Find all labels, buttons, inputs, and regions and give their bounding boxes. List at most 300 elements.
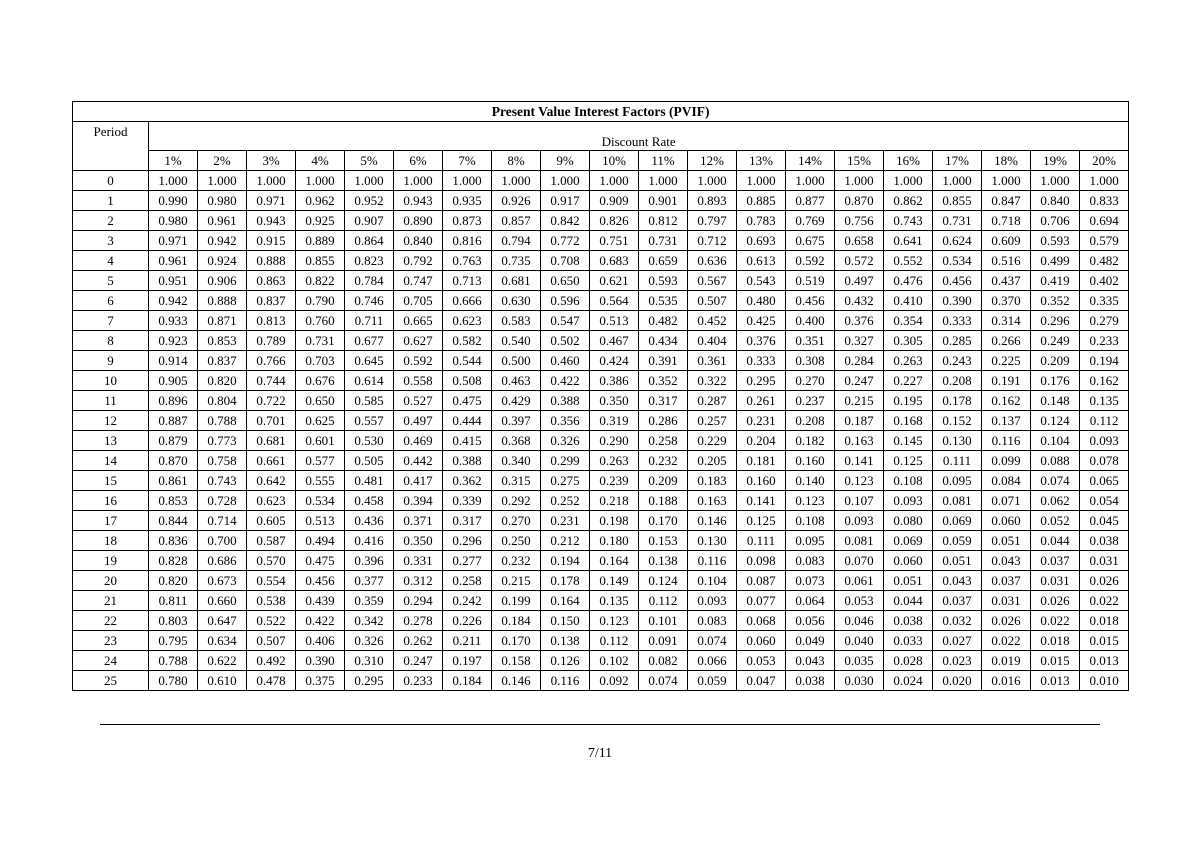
period-cell: 10 [73, 371, 149, 391]
factor-cell: 0.795 [149, 631, 198, 651]
factor-cell: 0.429 [492, 391, 541, 411]
factor-cell: 0.677 [345, 331, 394, 351]
factor-cell: 0.394 [394, 491, 443, 511]
factor-cell: 0.794 [492, 231, 541, 251]
factor-cell: 0.636 [688, 251, 737, 271]
table-row [73, 631, 1129, 651]
factor-cell: 0.410 [884, 291, 933, 311]
factor-cell: 0.862 [884, 191, 933, 211]
factor-cell: 0.820 [198, 371, 247, 391]
factor-cell: 0.961 [198, 211, 247, 231]
factor-cell: 0.789 [247, 331, 296, 351]
factor-cell: 0.570 [247, 551, 296, 571]
factor-cell: 0.362 [443, 471, 492, 491]
factor-cell: 0.031 [1080, 551, 1129, 571]
factor-cell: 1.000 [247, 171, 296, 191]
factor-cell: 0.439 [296, 591, 345, 611]
factor-cell: 0.062 [1031, 491, 1080, 511]
factor-cell: 0.170 [639, 511, 688, 531]
factor-cell: 1.000 [394, 171, 443, 191]
factor-cell: 1.000 [1080, 171, 1129, 191]
factor-cell: 0.572 [835, 251, 884, 271]
factor-cell: 0.370 [982, 291, 1031, 311]
factor-cell: 0.164 [590, 551, 639, 571]
factor-cell: 0.463 [492, 371, 541, 391]
factor-cell: 0.535 [639, 291, 688, 311]
factor-cell: 0.681 [492, 271, 541, 291]
factor-cell: 0.231 [541, 511, 590, 531]
factor-cell: 0.377 [345, 571, 394, 591]
factor-cell: 0.299 [541, 451, 590, 471]
factor-cell: 0.853 [149, 491, 198, 511]
rate-header-row [73, 151, 1129, 171]
factor-cell: 0.227 [884, 371, 933, 391]
factor-cell: 0.797 [688, 211, 737, 231]
factor-cell: 0.038 [1080, 531, 1129, 551]
factor-cell: 0.713 [443, 271, 492, 291]
factor-cell: 0.112 [590, 631, 639, 651]
factor-cell: 0.352 [1031, 291, 1080, 311]
factor-cell: 0.823 [345, 251, 394, 271]
factor-cell: 0.494 [296, 531, 345, 551]
factor-cell: 0.564 [590, 291, 639, 311]
period-cell: 23 [73, 631, 149, 651]
factor-cell: 0.645 [345, 351, 394, 371]
period-cell: 15 [73, 471, 149, 491]
factor-cell: 0.885 [737, 191, 786, 211]
factor-cell: 0.229 [688, 431, 737, 451]
factor-cell: 0.208 [933, 371, 982, 391]
factor-cell: 0.108 [884, 471, 933, 491]
factor-cell: 0.026 [1031, 591, 1080, 611]
factor-cell: 0.871 [198, 311, 247, 331]
factor-cell: 0.769 [786, 211, 835, 231]
factor-cell: 0.826 [590, 211, 639, 231]
factor-cell: 0.863 [247, 271, 296, 291]
factor-cell: 0.416 [345, 531, 394, 551]
factor-cell: 0.312 [394, 571, 443, 591]
factor-cell: 0.091 [639, 631, 688, 651]
factor-cell: 0.460 [541, 351, 590, 371]
factor-cell: 0.146 [688, 511, 737, 531]
factor-cell: 0.317 [639, 391, 688, 411]
rate-header: 7% [443, 151, 492, 171]
factor-cell: 0.516 [982, 251, 1031, 271]
factor-cell: 1.000 [541, 171, 590, 191]
factor-cell: 0.287 [688, 391, 737, 411]
table-row [73, 251, 1129, 271]
factor-cell: 0.943 [247, 211, 296, 231]
period-cell: 8 [73, 331, 149, 351]
factor-cell: 0.700 [198, 531, 247, 551]
factor-cell: 0.422 [541, 371, 590, 391]
period-cell: 18 [73, 531, 149, 551]
factor-cell: 0.933 [149, 311, 198, 331]
period-cell: 3 [73, 231, 149, 251]
rate-header: 1% [149, 151, 198, 171]
factor-cell: 0.335 [1080, 291, 1129, 311]
factor-cell: 0.513 [590, 311, 639, 331]
factor-cell: 0.855 [296, 251, 345, 271]
factor-cell: 0.354 [884, 311, 933, 331]
factor-cell: 0.078 [1080, 451, 1129, 471]
rate-header: 19% [1031, 151, 1080, 171]
factor-cell: 0.505 [345, 451, 394, 471]
factor-cell: 0.914 [149, 351, 198, 371]
factor-cell: 0.112 [1080, 411, 1129, 431]
factor-cell: 0.659 [639, 251, 688, 271]
factor-cell: 0.046 [835, 611, 884, 631]
factor-cell: 0.877 [786, 191, 835, 211]
factor-cell: 0.822 [296, 271, 345, 291]
factor-cell: 0.317 [443, 511, 492, 531]
table-title: Present Value Interest Factors (PVIF) [73, 102, 1129, 122]
factor-cell: 0.478 [247, 671, 296, 691]
factor-cell: 0.092 [590, 671, 639, 691]
factor-cell: 0.837 [247, 291, 296, 311]
factor-cell: 0.673 [198, 571, 247, 591]
factor-cell: 0.693 [737, 231, 786, 251]
factor-cell: 0.924 [198, 251, 247, 271]
factor-cell: 0.350 [394, 531, 443, 551]
factor-cell: 0.758 [198, 451, 247, 471]
factor-cell: 0.215 [835, 391, 884, 411]
factor-cell: 0.061 [835, 571, 884, 591]
factor-cell: 0.180 [590, 531, 639, 551]
factor-cell: 0.813 [247, 311, 296, 331]
factor-cell: 0.747 [394, 271, 443, 291]
factor-cell: 1.000 [492, 171, 541, 191]
factor-cell: 0.087 [737, 571, 786, 591]
factor-cell: 0.296 [1031, 311, 1080, 331]
factor-cell: 0.051 [933, 551, 982, 571]
factor-cell: 0.182 [786, 431, 835, 451]
factor-cell: 0.417 [394, 471, 443, 491]
period-cell: 2 [73, 211, 149, 231]
factor-cell: 0.176 [1031, 371, 1080, 391]
factor-cell: 0.820 [149, 571, 198, 591]
rate-header: 13% [737, 151, 786, 171]
rate-header: 10% [590, 151, 639, 171]
factor-cell: 0.386 [590, 371, 639, 391]
factor-cell: 0.942 [149, 291, 198, 311]
factor-cell: 1.000 [1031, 171, 1080, 191]
factor-cell: 0.292 [492, 491, 541, 511]
title-row [73, 102, 1129, 122]
table-row [73, 171, 1129, 191]
factor-cell: 0.160 [737, 471, 786, 491]
factor-cell: 0.275 [541, 471, 590, 491]
factor-cell: 0.047 [737, 671, 786, 691]
factor-cell: 0.158 [492, 651, 541, 671]
factor-cell: 0.376 [737, 331, 786, 351]
factor-cell: 0.015 [1031, 651, 1080, 671]
factor-cell: 0.294 [394, 591, 443, 611]
factor-cell: 0.211 [443, 631, 492, 651]
factor-cell: 0.239 [590, 471, 639, 491]
factor-cell: 0.314 [982, 311, 1031, 331]
factor-cell: 0.231 [737, 411, 786, 431]
period-cell: 6 [73, 291, 149, 311]
factor-cell: 0.419 [1031, 271, 1080, 291]
table-row [73, 391, 1129, 411]
factor-cell: 0.305 [884, 331, 933, 351]
factor-cell: 0.675 [786, 231, 835, 251]
footer-rule [100, 724, 1100, 725]
factor-cell: 0.705 [394, 291, 443, 311]
factor-cell: 1.000 [443, 171, 492, 191]
factor-cell: 0.232 [639, 451, 688, 471]
factor-cell: 0.481 [345, 471, 394, 491]
factor-cell: 0.743 [198, 471, 247, 491]
factor-cell: 0.137 [982, 411, 1031, 431]
factor-cell: 0.390 [933, 291, 982, 311]
factor-cell: 0.404 [688, 331, 737, 351]
factor-cell: 0.342 [345, 611, 394, 631]
factor-cell: 0.205 [688, 451, 737, 471]
factor-cell: 0.833 [1080, 191, 1129, 211]
factor-cell: 0.475 [443, 391, 492, 411]
factor-cell: 0.706 [1031, 211, 1080, 231]
factor-cell: 0.962 [296, 191, 345, 211]
factor-cell: 0.728 [198, 491, 247, 511]
factor-cell: 0.194 [541, 551, 590, 571]
factor-cell: 0.605 [247, 511, 296, 531]
factor-cell: 0.971 [247, 191, 296, 211]
factor-cell: 0.073 [786, 571, 835, 591]
factor-cell: 0.026 [1080, 571, 1129, 591]
factor-cell: 0.837 [198, 351, 247, 371]
factor-cell: 0.141 [737, 491, 786, 511]
factor-cell: 0.209 [1031, 351, 1080, 371]
factor-cell: 0.722 [247, 391, 296, 411]
factor-cell: 0.209 [639, 471, 688, 491]
factor-cell: 0.861 [149, 471, 198, 491]
rate-header: 18% [982, 151, 1031, 171]
factor-cell: 0.081 [933, 491, 982, 511]
factor-cell: 1.000 [149, 171, 198, 191]
factor-cell: 0.051 [884, 571, 933, 591]
factor-cell: 0.665 [394, 311, 443, 331]
factor-cell: 0.277 [443, 551, 492, 571]
factor-cell: 0.286 [639, 411, 688, 431]
factor-cell: 0.098 [737, 551, 786, 571]
factor-cell: 0.836 [149, 531, 198, 551]
factor-cell: 0.327 [835, 331, 884, 351]
factor-cell: 0.896 [149, 391, 198, 411]
factor-cell: 0.623 [247, 491, 296, 511]
factor-cell: 0.261 [737, 391, 786, 411]
factor-cell: 0.792 [394, 251, 443, 271]
factor-cell: 0.270 [786, 371, 835, 391]
factor-cell: 0.390 [296, 651, 345, 671]
factor-cell: 0.149 [590, 571, 639, 591]
factor-cell: 0.054 [1080, 491, 1129, 511]
factor-cell: 0.053 [835, 591, 884, 611]
factor-cell: 0.038 [786, 671, 835, 691]
factor-cell: 0.081 [835, 531, 884, 551]
factor-cell: 0.233 [1080, 331, 1129, 351]
factor-cell: 0.642 [247, 471, 296, 491]
factor-cell: 1.000 [982, 171, 1031, 191]
factor-cell: 0.225 [982, 351, 1031, 371]
factor-cell: 0.135 [590, 591, 639, 611]
factor-cell: 0.019 [982, 651, 1031, 671]
factor-cell: 0.350 [590, 391, 639, 411]
period-cell: 4 [73, 251, 149, 271]
factor-cell: 0.059 [933, 531, 982, 551]
factor-cell: 0.022 [1080, 591, 1129, 611]
factor-cell: 0.252 [541, 491, 590, 511]
factor-cell: 0.257 [688, 411, 737, 431]
factor-cell: 0.567 [688, 271, 737, 291]
factor-cell: 0.870 [835, 191, 884, 211]
factor-cell: 0.215 [492, 571, 541, 591]
factor-cell: 0.310 [345, 651, 394, 671]
discount-rate-header: Discount Rate [149, 122, 1129, 151]
period-header: Period [73, 122, 149, 171]
factor-cell: 0.162 [982, 391, 1031, 411]
factor-cell: 0.708 [541, 251, 590, 271]
factor-cell: 0.163 [688, 491, 737, 511]
factor-cell: 0.095 [933, 471, 982, 491]
factor-cell: 0.013 [1080, 651, 1129, 671]
factor-cell: 0.212 [541, 531, 590, 551]
factor-cell: 0.194 [1080, 351, 1129, 371]
factor-cell: 0.783 [737, 211, 786, 231]
period-cell: 17 [73, 511, 149, 531]
factor-cell: 0.482 [1080, 251, 1129, 271]
factor-cell: 0.773 [198, 431, 247, 451]
factor-cell: 0.359 [345, 591, 394, 611]
factor-cell: 0.037 [982, 571, 1031, 591]
factor-cell: 0.352 [639, 371, 688, 391]
factor-cell: 0.069 [933, 511, 982, 531]
factor-cell: 0.247 [835, 371, 884, 391]
factor-cell: 0.013 [1031, 671, 1080, 691]
factor-cell: 0.052 [1031, 511, 1080, 531]
factor-cell: 0.647 [198, 611, 247, 631]
factor-cell: 0.124 [1031, 411, 1080, 431]
factor-cell: 1.000 [835, 171, 884, 191]
factor-cell: 0.828 [149, 551, 198, 571]
factor-cell: 0.436 [345, 511, 394, 531]
factor-cell: 0.208 [786, 411, 835, 431]
rate-header: 12% [688, 151, 737, 171]
factor-cell: 0.634 [198, 631, 247, 651]
factor-cell: 0.162 [1080, 371, 1129, 391]
rate-header: 8% [492, 151, 541, 171]
factor-cell: 0.339 [443, 491, 492, 511]
factor-cell: 0.111 [737, 531, 786, 551]
factor-cell: 1.000 [688, 171, 737, 191]
factor-cell: 0.138 [639, 551, 688, 571]
factor-cell: 0.130 [688, 531, 737, 551]
factor-cell: 0.434 [639, 331, 688, 351]
factor-cell: 0.040 [835, 631, 884, 651]
table-row [73, 311, 1129, 331]
factor-cell: 0.731 [639, 231, 688, 251]
period-cell: 25 [73, 671, 149, 691]
factor-cell: 0.284 [835, 351, 884, 371]
factor-cell: 0.424 [590, 351, 639, 371]
factor-cell: 0.887 [149, 411, 198, 431]
factor-cell: 0.583 [492, 311, 541, 331]
factor-cell: 0.102 [590, 651, 639, 671]
factor-cell: 0.437 [982, 271, 1031, 291]
rate-header: 3% [247, 151, 296, 171]
factor-cell: 0.676 [296, 371, 345, 391]
factor-cell: 1.000 [639, 171, 688, 191]
factor-cell: 0.015 [1080, 631, 1129, 651]
factor-cell: 0.502 [541, 331, 590, 351]
factor-cell: 0.555 [296, 471, 345, 491]
factor-cell: 0.718 [982, 211, 1031, 231]
factor-cell: 0.522 [247, 611, 296, 631]
factor-cell: 0.331 [394, 551, 443, 571]
factor-cell: 0.124 [639, 571, 688, 591]
rate-header: 17% [933, 151, 982, 171]
table-row [73, 491, 1129, 511]
factor-cell: 0.425 [737, 311, 786, 331]
factor-cell: 0.028 [884, 651, 933, 671]
factor-cell: 0.415 [443, 431, 492, 451]
factor-cell: 0.519 [786, 271, 835, 291]
factor-cell: 0.056 [786, 611, 835, 631]
factor-cell: 0.456 [933, 271, 982, 291]
factor-cell: 0.125 [737, 511, 786, 531]
factor-cell: 0.694 [1080, 211, 1129, 231]
factor-cell: 0.263 [884, 351, 933, 371]
factor-cell: 0.168 [884, 411, 933, 431]
factor-cell: 0.051 [982, 531, 1031, 551]
factor-cell: 0.766 [247, 351, 296, 371]
factor-cell: 0.049 [786, 631, 835, 651]
factor-cell: 0.107 [835, 491, 884, 511]
factor-cell: 0.961 [149, 251, 198, 271]
factor-cell: 0.375 [296, 671, 345, 691]
period-cell: 1 [73, 191, 149, 211]
period-cell: 0 [73, 171, 149, 191]
factor-cell: 0.018 [1080, 611, 1129, 631]
period-cell: 24 [73, 651, 149, 671]
factor-cell: 0.123 [590, 611, 639, 631]
rate-header: 11% [639, 151, 688, 171]
factor-cell: 0.577 [296, 451, 345, 471]
factor-cell: 0.980 [198, 191, 247, 211]
factor-cell: 0.864 [345, 231, 394, 251]
factor-cell: 0.116 [982, 431, 1031, 451]
factor-cell: 0.480 [737, 291, 786, 311]
table-row [73, 511, 1129, 531]
factor-cell: 0.083 [786, 551, 835, 571]
factor-cell: 0.018 [1031, 631, 1080, 651]
factor-cell: 0.140 [786, 471, 835, 491]
factor-cell: 0.585 [345, 391, 394, 411]
factor-cell: 0.093 [688, 591, 737, 611]
factor-cell: 0.074 [639, 671, 688, 691]
factor-cell: 0.538 [247, 591, 296, 611]
factor-cell: 0.066 [688, 651, 737, 671]
factor-cell: 0.060 [982, 511, 1031, 531]
factor-cell: 0.070 [835, 551, 884, 571]
factor-cell: 0.534 [933, 251, 982, 271]
factor-cell: 0.295 [345, 671, 394, 691]
factor-cell: 0.027 [933, 631, 982, 651]
factor-cell: 0.023 [933, 651, 982, 671]
factor-cell: 0.400 [786, 311, 835, 331]
factor-cell: 0.069 [884, 531, 933, 551]
